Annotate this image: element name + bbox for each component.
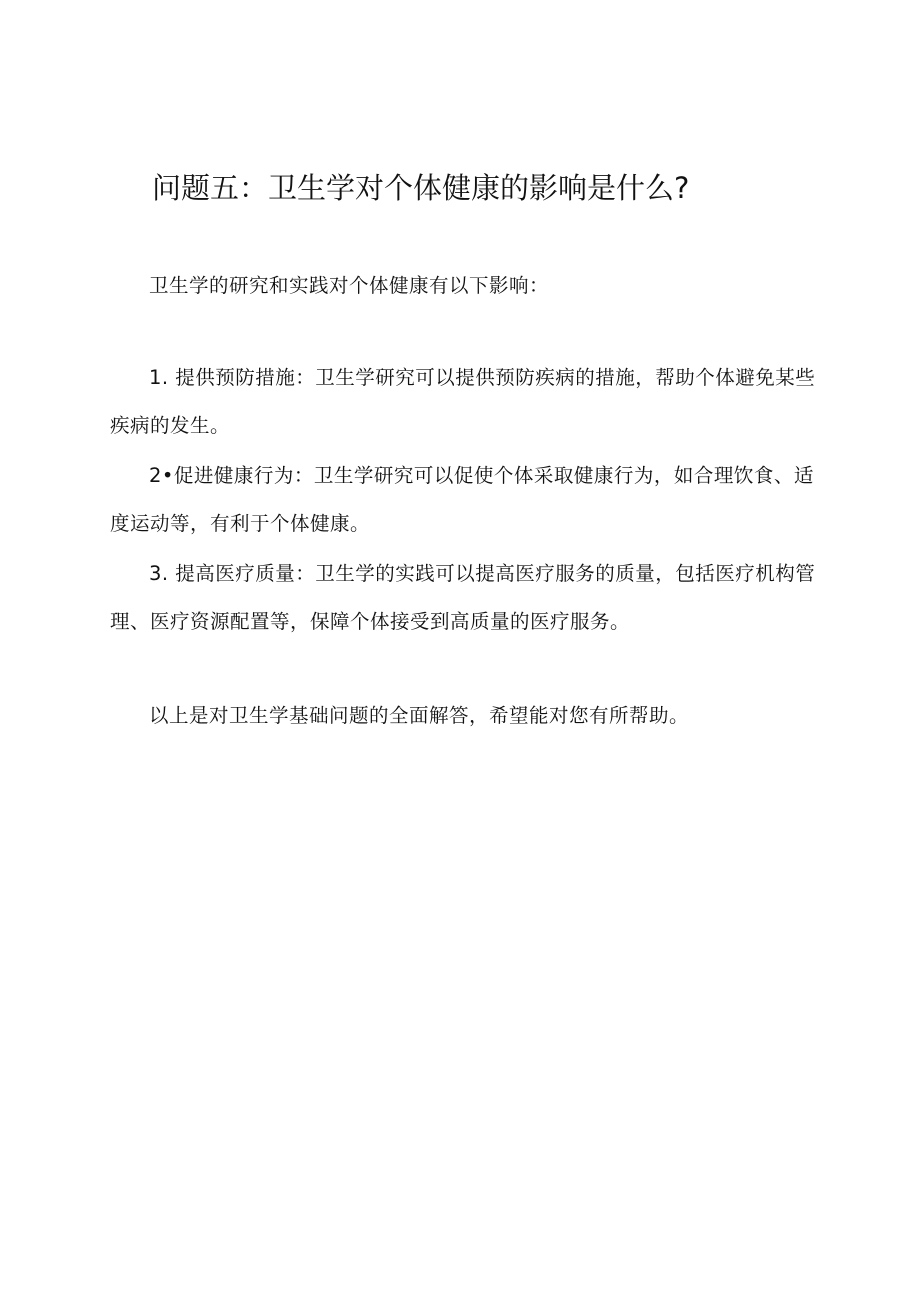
closing-paragraph: 以上是对卫生学基础问题的全面解答，希望能对您有所帮助。	[149, 704, 690, 727]
list-item-healthy-behavior: 2•促进健康行为：卫生学研究可以促使个体采取健康行为，如合理饮食、适度运动等，有利于个体健康。	[110, 464, 814, 535]
question-title: 问题五：卫生学对个体健康的影响是什么?	[152, 171, 690, 205]
list-item-prevention: 1. 提供预防措施：卫生学研究可以提供预防疾病的措施，帮助个体避免某些疾病的发生。	[110, 366, 816, 437]
list-item-medical-quality: 3. 提高医疗质量：卫生学的实践可以提高医疗服务的质量，包括医疗机构管理、医疗资源配置等，保障个体接受到高质量的医疗服务。	[110, 562, 816, 633]
intro-paragraph: 卫生学的研究和实践对个体健康有以下影响：	[149, 274, 550, 297]
